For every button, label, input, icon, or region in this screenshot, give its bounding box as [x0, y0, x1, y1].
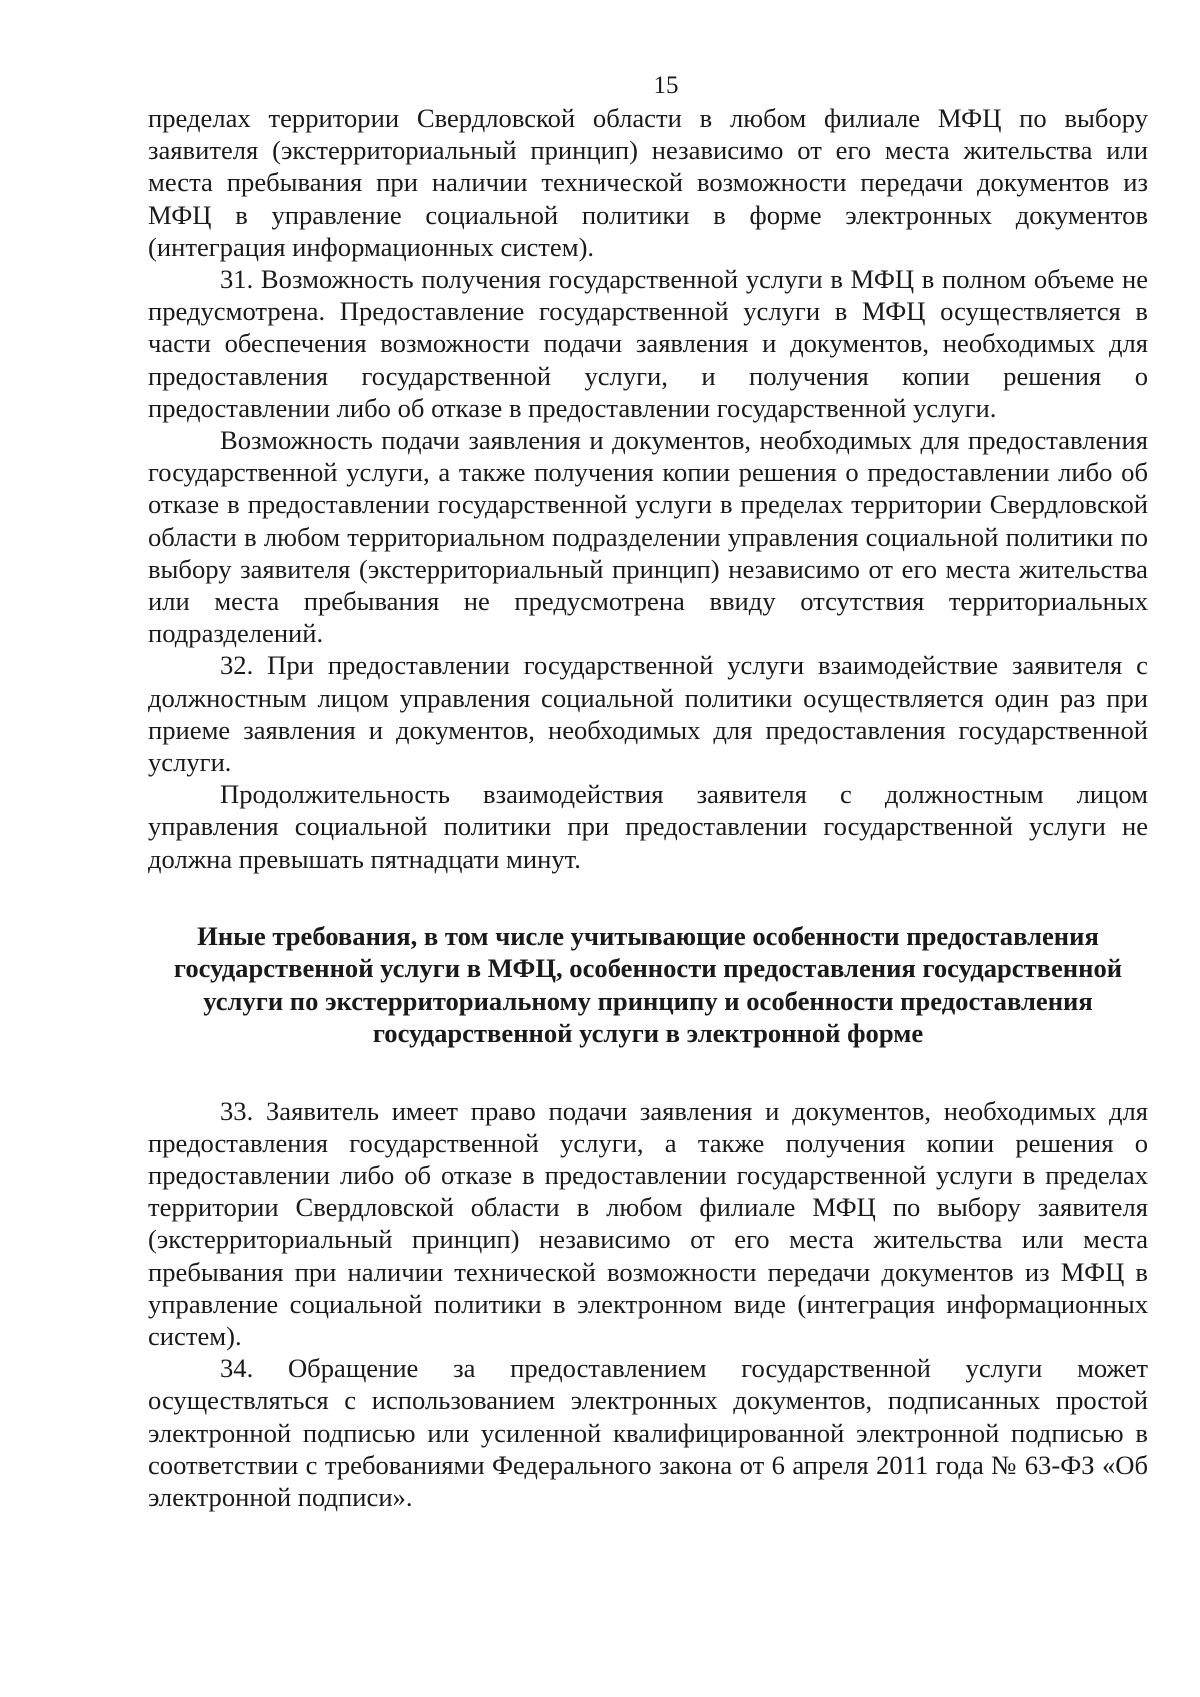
document-page	[148, 70, 1148, 1513]
paragraph-34: 34. Обращение за предоставлением государственной услуги может осуществляться с использованием электронных документов, подписанных простой электронной подписью или усиленной квалифицированной электронной подписью в соответствии с требованиями Федерального закона от 6 апреля 2011 года № 63-ФЗ «Об электронной подписи».	[148, 1353, 1148, 1512]
paragraph-continuation: пределах территории Свердловской области в любом филиале МФЦ по выбору заявителя (экстерриториальный принцип) независимо от его места жительства или места пребывания при наличии технической возможности передачи документов из МФЦ в управление социальной политики в форме электронных документов (интеграция информационных систем).	[148, 103, 1148, 262]
paragraph-32: 32. При предоставлении государственной услуги взаимодействие заявителя с должностным лицом управления социальной политики осуществляется один раз при приеме заявления и документов, необходимых для предоставления государственной услуги.	[148, 650, 1148, 778]
paragraph-31: 31. Возможность получения государственной услуги в МФЦ в полном объеме не предусмотрена. Предоставление государственной услуги в МФЦ осуществляется в части обеспечения возможности подачи заявления и документов, необходимых для предоставления государственной услуги, и получения копии решения о предоставлении либо об отказе в предоставлении государственной услуги.	[148, 264, 1148, 423]
section-heading: Иные требования, в том числе учитывающие особенности предоставления государственной услуги в МФЦ, особенности предоставления государственной услуги по экстерриториальному принципу и особенности предоставления государственной услуги в электронной форме	[173, 920, 1123, 1049]
paragraph-32-duration: Продолжительность взаимодействия заявителя с должностным лицом управления социальной политики при предоставлении государственной услуги не должна превышать пятнадцати минут.	[148, 779, 1148, 874]
page-number: 15	[653, 72, 679, 99]
paragraph-33: 33. Заявитель имеет право подачи заявления и документов, необходимых для предоставления государственной услуги, а также получения копии решения о предоставлении либо об отказе в предоставлении государственной услуги в пределах территории Свердловской области в любом филиале МФЦ по выбору заявителя (экстерриториальный принцип) независимо от его места жительства или места пребывания при наличии технической возможности передачи документов из МФЦ в управление социальной политики в электронном виде (интеграция информационных систем).	[148, 1095, 1148, 1351]
paragraph-31-extra: Возможность подачи заявления и документов, необходимых для предоставления государственной услуги, а также получения копии решения о предоставлении либо об отказе в предоставлении государственной услуги в пределах территории Свердловской области в любом территориальном подразделении управления социальной политики по выбору заявителя (экстерриториальный принцип) независимо от его места жительства или места пребывания не предусмотрена ввиду отсутствия территориальных подразделений.	[148, 425, 1148, 649]
